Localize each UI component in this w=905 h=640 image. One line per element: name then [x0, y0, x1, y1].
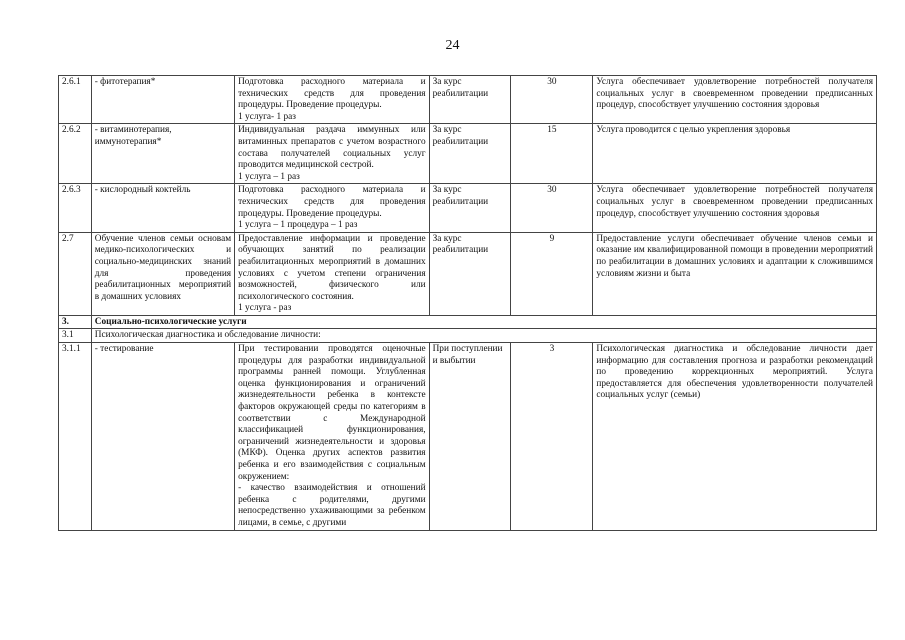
table-row	[59, 343, 877, 531]
section-row	[59, 315, 877, 329]
subsection-number: 3.1	[59, 329, 92, 343]
description-text: Индивидуальная раздача иммунных или витаминных препаратов с учетом возрастного состава получателей социальных услуг проводится медицинской сестрой.	[238, 125, 426, 171]
page-number: 24	[445, 38, 460, 53]
service-name: - кислородный коктейль	[91, 184, 234, 232]
service-name: - тестирование	[91, 343, 234, 531]
service-result: Психологическая диагностика и обследование личности дает информацию для составления прогноза и разработки рекомендаций по проведению коррекционных мероприятий. Услуга предоставляется для обеспечения удовлетворенности получателей социальных услуг (семьи)	[593, 343, 877, 531]
service-norm: 1 услуга- 1 раз	[238, 111, 296, 122]
services-table	[58, 75, 877, 531]
service-description	[235, 184, 430, 232]
service-period: За курс реабилитации	[429, 232, 511, 315]
service-name: - витаминотерапия, иммунотерапия*	[91, 124, 234, 184]
row-number: 2.6.2	[59, 124, 92, 184]
table-row	[59, 232, 877, 315]
description-text: Подготовка расходного материала и технических средств для проведения процедуры. Проведение процедуры.	[238, 185, 426, 219]
table-row	[59, 76, 877, 124]
row-number: 2.6.1	[59, 76, 92, 124]
service-norm: 1 услуга – 1 раз	[238, 171, 300, 182]
service-period: За курс реабилитации	[429, 184, 511, 232]
service-description	[235, 124, 430, 184]
service-period: При поступлении и выбытии	[429, 343, 511, 531]
service-norm: 1 услуга – 1 процедура – 1 раз	[238, 220, 358, 231]
service-norm: 1 услуга - раз	[238, 303, 292, 314]
row-number: 3.1.1	[59, 343, 92, 531]
service-description	[235, 343, 430, 531]
row-number: 2.6.3	[59, 184, 92, 232]
section-title: Социально-психологические услуги	[91, 315, 876, 329]
service-result: Услуга обеспечивает удовлетворение потребностей получателя социальных услуг в своевременном проведении предписанных процедур, способствует улучшению состояния здоровья	[593, 76, 877, 124]
table-row	[59, 124, 877, 184]
service-description	[235, 232, 430, 315]
service-period: За курс реабилитации	[429, 124, 511, 184]
description-text: Предоставление информации и проведение обучающих занятий по реализации реабилитационных мероприятий в домашних условиях с учетом степени ограничения возможностей, физического или психологического состояния.	[238, 233, 426, 302]
service-description	[235, 76, 430, 124]
service-count: 3	[511, 343, 593, 531]
service-result: Услуга обеспечивает удовлетворение потребностей получателя социальных услуг в своевременном проведении предписанных процедур, способствует улучшению состояния здоровья	[593, 184, 877, 232]
section-number: 3.	[59, 315, 92, 329]
service-count: 30	[511, 184, 593, 232]
service-count: 15	[511, 124, 593, 184]
service-period: За курс реабилитации	[429, 76, 511, 124]
description-text: При тестировании проводятся оценочные процедуры для разработки индивидуальной программы ранней помощи. Углубленная оценка функционирования и ограничений жизнедеятельности ребенка в контексте факторов окружающей среды по категориям в соответствии с Международной классификацией функционирования, ограничений жизнедеятельности и здоровья (МКФ). Оценка других аспектов развития ребенка и его взаимодействия с социальным окружением:	[238, 344, 426, 482]
service-result: Услуга проводится с целью укрепления здоровья	[593, 124, 877, 184]
service-count: 30	[511, 76, 593, 124]
service-name: Обучение членов семьи основам медико-психологических и социально-медицинских знаний для проведения реабилитационных мероприятий в домашних условиях	[91, 232, 234, 315]
table-row	[59, 184, 877, 232]
row-number: 2.7	[59, 232, 92, 315]
service-name: - фитотерапия*	[91, 76, 234, 124]
subsection-title: Психологическая диагностика и обследование личности:	[91, 329, 876, 343]
description-text-continued: - качество взаимодействия и отношений ребенка с родителями, другими непосредственно ухаживающими за ребенком лицами, в семье, с другими	[238, 483, 426, 528]
subsection-row	[59, 329, 877, 343]
description-text: Подготовка расходного материала и технических средств для проведения процедуры. Проведение процедуры.	[238, 77, 426, 111]
service-result: Предоставление услуги обеспечивает обучение членов семьи и оказание им квалифицированной помощи в проведении мероприятий по реабилитации в домашних условиях и адаптации к сложившимся условиям жизни и быта	[593, 232, 877, 315]
service-count: 9	[511, 232, 593, 315]
